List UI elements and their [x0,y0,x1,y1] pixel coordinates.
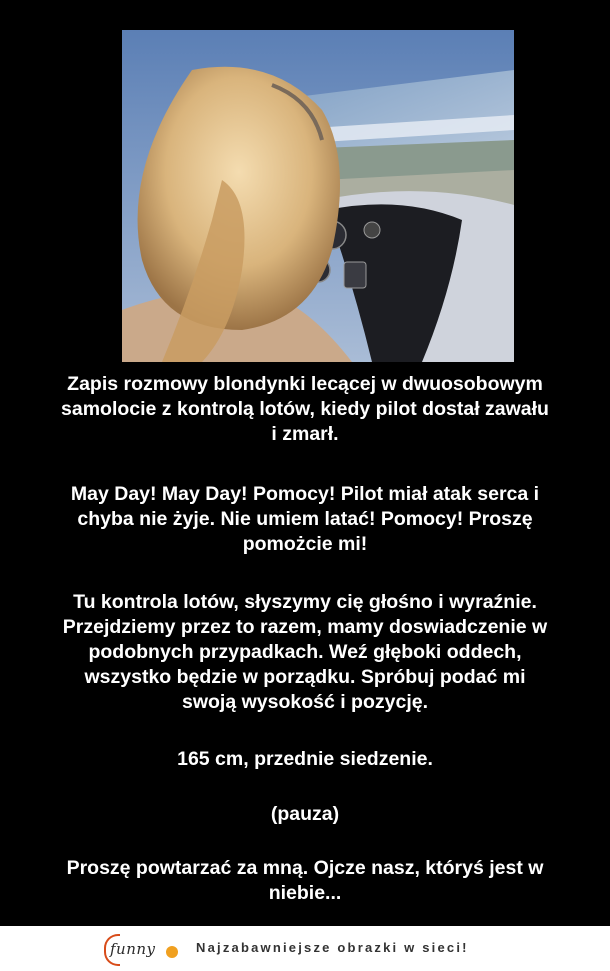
text-line: podobnych przypadkach. Weź głęboki oddech, [88,641,522,663]
text-line: niebie... [268,882,342,904]
control-tower-paragraph [0,590,610,715]
text-line: Zapis rozmowy blondynki lecącej w dwuosobowym [67,373,543,395]
intro-paragraph [0,372,610,447]
pause-paragraph [0,802,610,827]
footer-bar [0,926,610,971]
text-line: chyba nie żyje. Nie umiem latać! Pomocy! Proszę [77,508,533,530]
text-line: (pauza) [270,803,340,825]
text-line: Przejdziemy przez to razem, mamy doswiadczenie w [62,616,548,638]
text-line: samolocie z kontrolą lotów, kiedy pilot dostał zawału [61,398,549,420]
prayer-paragraph [0,856,610,906]
site-tagline: Najzabawniejsze obrazki w sieci! [196,940,469,955]
text-line: Proszę powtarzać za mną. Ojcze nasz, któryś jest w [66,857,544,879]
site-logo[interactable] [110,932,180,966]
text-line: swoją wysokość i pozycję. [181,691,429,713]
text-line: i zmarł. [271,423,339,445]
cockpit-illustration [122,30,514,362]
logo-text: funny [110,940,156,958]
text-line: wszystko będzie w porządku. Spróbuj podać mi [84,666,526,688]
logo-dot-icon [166,946,178,958]
text-line: May Day! May Day! Pomocy! Pilot miał atak serca i [70,483,540,505]
height-answer-paragraph [0,747,610,772]
text-line: pomożcie mi! [242,533,368,555]
text-line: 165 cm, przednie siedzenie. [177,748,433,770]
text-line: Tu kontrola lotów, słyszymy cię głośno i wyraźnie. [73,591,537,613]
cockpit-photo [122,30,514,362]
mayday-paragraph [0,482,610,557]
